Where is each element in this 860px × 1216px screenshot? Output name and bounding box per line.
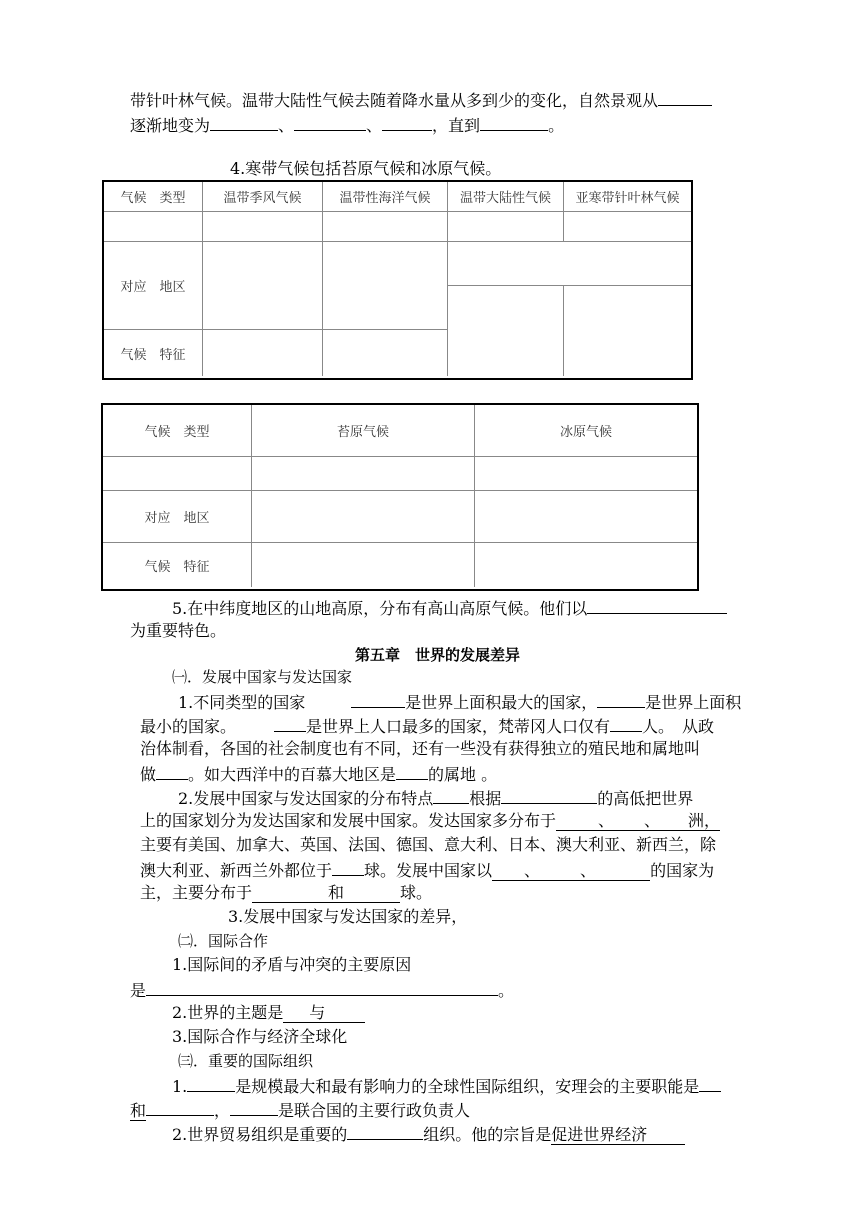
table-cell[interactable] [323, 212, 448, 242]
blank[interactable] [382, 113, 432, 131]
table-cell[interactable] [448, 212, 564, 242]
text: 是规模最大和最有影响力的全球性国际组织，安理会的主要职能是 [235, 1077, 700, 1096]
underlined-blank[interactable] [252, 883, 400, 903]
blank[interactable] [347, 1122, 423, 1140]
item-text: 5.在中纬度地区的山地高原，分布有高山高原气候。他们以 [172, 599, 588, 618]
blank[interactable] [294, 113, 366, 131]
text: 的属地 。 [428, 765, 498, 784]
blank[interactable] [610, 714, 642, 732]
table-cell[interactable] [252, 543, 475, 587]
table-cell[interactable] [104, 212, 203, 242]
text: 洲， [688, 811, 721, 830]
row-label-feature: 气候 特征 [103, 543, 252, 587]
table-header: 温带季风气候 [203, 182, 323, 212]
sec2-p2 [172, 1002, 365, 1024]
text: 、 [524, 861, 541, 880]
underlined-blank[interactable] [556, 811, 720, 831]
row-label-feature: 气候 特征 [104, 330, 203, 376]
blank[interactable] [210, 113, 278, 131]
blank[interactable] [187, 1074, 235, 1092]
section-2-heading: ㈡．国际合作 [178, 932, 269, 950]
section-3-heading: ㈢．重要的国际组织 [178, 1052, 314, 1070]
text: 。如大西洋中的百慕大地区是 [188, 765, 397, 784]
text: 球。发展中国家以 [364, 861, 493, 880]
blank[interactable] [587, 596, 727, 614]
underlined-blank[interactable] [492, 861, 650, 881]
text: 是世界上面积 [645, 693, 742, 712]
item-5 [172, 596, 727, 620]
sec1-p2-line1 [178, 786, 693, 810]
blank[interactable] [396, 762, 428, 780]
intro-line-1 [130, 88, 712, 112]
table-cell[interactable] [323, 330, 448, 376]
text: 2.发展中国家与发达国家的分布特点 [178, 789, 434, 808]
blank[interactable] [699, 1074, 721, 1092]
text: 人。 从政 [642, 717, 715, 736]
text: ， [214, 1101, 231, 1120]
intro-text: ，直到 [432, 116, 481, 135]
table-cell[interactable] [203, 212, 323, 242]
text: 、 [644, 811, 661, 830]
text: 与 [309, 1003, 326, 1022]
text: 1.不同类型的国家 [178, 693, 306, 712]
text: 根据 [469, 789, 502, 808]
text: 组织。他的宗旨是 [423, 1125, 552, 1144]
text: 2.世界贸易组织是重要的 [172, 1125, 348, 1144]
blank[interactable] [480, 113, 548, 131]
text: 1. [172, 1077, 188, 1096]
intro-text: 。 [548, 116, 565, 135]
intro-text: 逐渐地变为 [130, 116, 211, 135]
table-header: 冰原气候 [475, 405, 697, 457]
separator: 、 [278, 116, 295, 135]
blank[interactable] [230, 1098, 278, 1116]
sec1-p1-line4 [140, 762, 497, 786]
text: 和 [328, 883, 345, 902]
item-5-cont: 为重要特色。 [130, 621, 227, 640]
table-cell[interactable] [475, 457, 697, 491]
text: 、 [598, 811, 615, 830]
chapter-title: 第五章 世界的发展差异 [355, 646, 521, 664]
blank[interactable] [146, 1098, 214, 1116]
table-header: 气候 类型 [104, 182, 203, 212]
table-header: 亚寒带针叶林气候 [564, 182, 691, 212]
text: 球。 [400, 883, 433, 902]
row-label-region: 对应 地区 [103, 491, 252, 543]
sec1-p2-line4 [140, 858, 714, 882]
text: 做 [140, 765, 157, 784]
sec1-p1-line3: 治体制看，各国的社会制度也有不同，还有一些没有获得独立的殖民地和属地叫 [140, 739, 701, 758]
underlined-blank[interactable] [283, 1003, 365, 1023]
text: 是 [130, 981, 147, 1000]
blank[interactable] [146, 978, 498, 996]
table-header: 温带性海洋气候 [323, 182, 448, 212]
sec1-p1-line2 [140, 714, 714, 738]
table-cell[interactable] [475, 543, 697, 587]
sec2-p1: 1.国际间的矛盾与冲突的主要原因 [172, 955, 412, 974]
table-cell[interactable] [564, 212, 691, 242]
intro-text: 带针叶林气候。温带大陆性气候去随着降水量从多到少的变化，自然景观从 [130, 91, 659, 110]
text: 促进世界经济 [551, 1125, 648, 1144]
text: 2.世界的主题是 [172, 1003, 284, 1022]
text: 、 [580, 861, 597, 880]
sec3-p1 [172, 1074, 721, 1098]
text: 是世界上人口最多的国家，梵蒂冈人口仅有 [306, 717, 611, 736]
underlined-text: 和 [130, 1101, 147, 1120]
table-cell[interactable] [203, 242, 323, 330]
table-cell[interactable] [252, 457, 475, 491]
blank[interactable] [658, 88, 712, 106]
underlined-text [551, 1125, 685, 1145]
table-header: 温带大陆性气候 [448, 182, 564, 212]
blank[interactable] [351, 690, 405, 708]
blank[interactable] [433, 786, 469, 804]
sec1-p2-line2 [140, 810, 720, 832]
sec1-p2-line3: 主要有美国、加拿大、英国、法国、德国、意大利、日本、澳大利亚、新西兰，除 [140, 835, 717, 854]
sec1-p1-line1 [178, 690, 741, 714]
table-cell[interactable] [203, 330, 323, 376]
text: 是世界上面积最大的国家， [405, 693, 598, 712]
row-label-region: 对应 地区 [104, 242, 203, 330]
table-cell[interactable] [323, 242, 448, 330]
sec2-p3: 3.国际合作与经济全球化 [172, 1027, 348, 1046]
climate-table-1 [102, 180, 693, 380]
table-header: 气候 类型 [103, 405, 252, 457]
blank[interactable] [332, 858, 364, 876]
sec3-p1-cont [130, 1098, 470, 1122]
section-1-heading: ㈠．发展中国家与发达国家 [172, 668, 353, 686]
sec1-p2-line5 [140, 882, 432, 904]
table-header: 苔原气候 [252, 405, 475, 457]
text: 是联合国的主要行政负责人 [278, 1101, 471, 1120]
blank[interactable] [274, 714, 306, 732]
climate-table-2 [101, 403, 699, 591]
sec3-p2 [172, 1122, 685, 1146]
sec2-p1-cont [130, 978, 514, 1002]
intro-line-2 [130, 113, 564, 137]
blank[interactable] [597, 690, 645, 708]
table-cell[interactable] [564, 286, 691, 376]
table-cell[interactable] [475, 491, 697, 543]
table-cell[interactable] [252, 491, 475, 543]
item-4: 4.寒带气候包括苔原气候和冰原气候。 [230, 159, 502, 178]
text: 主，主要分布于 [140, 883, 253, 902]
blank[interactable] [156, 762, 188, 780]
text: 澳大利亚、新西兰外都位于 [140, 861, 333, 880]
table-cell[interactable] [448, 242, 691, 286]
table-cell[interactable] [448, 286, 564, 376]
separator: 、 [366, 116, 383, 135]
text: 上的国家划分为发达国家和发展中国家。发达国家多分布于 [140, 811, 557, 830]
sec1-p3: 3.发展中国家与发达国家的差异， [228, 907, 468, 926]
text: 的国家为 [650, 861, 715, 880]
table-cell[interactable] [103, 457, 252, 491]
text: 的高低把世界 [597, 789, 694, 808]
blank[interactable] [501, 786, 597, 804]
text: 。 [498, 981, 515, 1000]
text: 最小的国家。 [140, 717, 237, 736]
